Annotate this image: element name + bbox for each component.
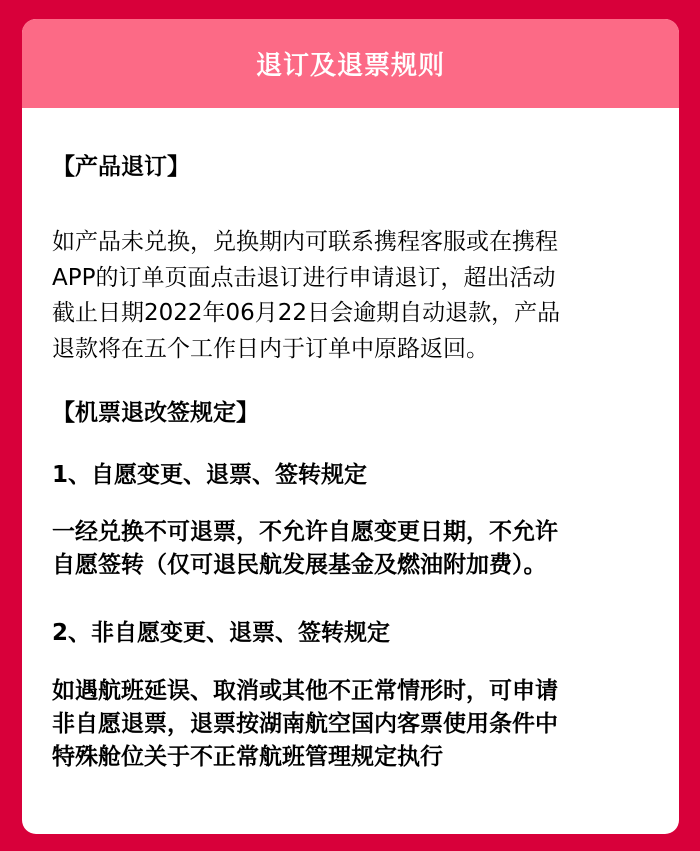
text-line: 特殊舱位关于不正常航班管理规定执行 [52,744,443,770]
page-title: 退订及退票规则 [255,51,445,81]
involuntary-rules-title: 2、非自愿变更、退票、签转规定 [52,620,391,646]
text-line: 一经兑换不可退票，不允许自愿变更日期，不允许 [52,519,558,545]
voluntary-rules-title: 1、自愿变更、退票、签转规定 [52,462,368,488]
product-refund-heading: 【产品退订】 [52,154,190,180]
text-line: 退款将在五个工作日内于订单中原路返回。 [52,335,489,362]
card-header [22,19,679,108]
text-line: 如产品未兑换，兑换期内可联系携程客服或在携程 [52,229,558,255]
text-line: 自愿签转（仅可退民航发展基金及燃油附加费）。 [52,552,547,578]
text-line: 截止日期2022年06月22日会逾期自动退款，产品 [52,300,561,326]
text-line: 如遇航班延误、取消或其他不正常情形时，可申请 [52,678,558,704]
text-line: APP的订单页面点击退订进行申请退订，超出活动 [52,264,556,291]
ticket-rules-heading: 【机票退改签规定】 [52,400,259,426]
text-line: 非自愿退票，退票按湖南航空国内客票使用条件中 [52,711,558,737]
involuntary-rules-text [52,675,652,774]
voluntary-rules-text [52,516,652,582]
product-refund-text [52,225,652,367]
